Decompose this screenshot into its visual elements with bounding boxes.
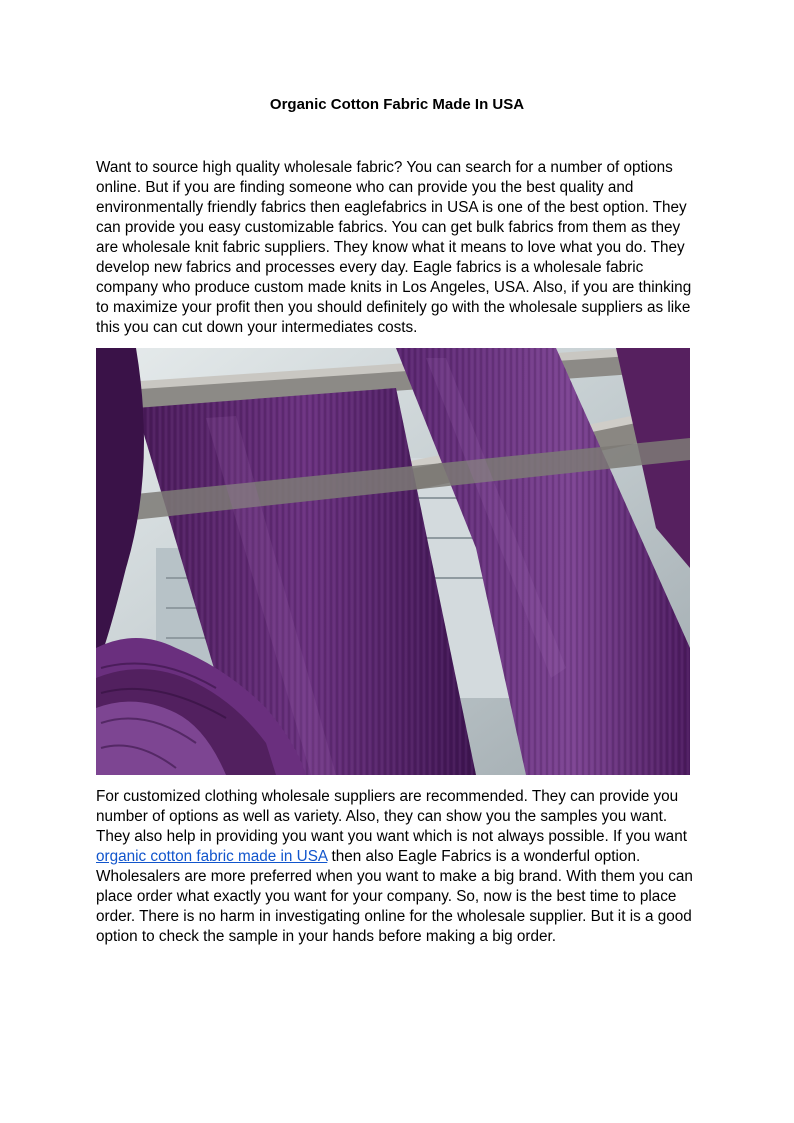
fabric-photo	[96, 348, 690, 775]
details-paragraph	[96, 787, 696, 947]
details-text-start: For customized clothing wholesale suppliers are recommended. They can provide you number of options as well as variety. Also, they can show you the samples you want. They also help in providing you want you want which is not always possible. If you want	[96, 788, 687, 845]
organic-cotton-link[interactable]: organic cotton fabric made in USA	[96, 848, 328, 865]
page-title: Organic Cotton Fabric Made In USA	[269, 96, 525, 113]
details-text-end: then also Eagle Fabrics is a wonderful option. Wholesalers are more preferred when you want to make a big brand. With them you can place order what exactly you want for your company. So, now is the best time to place order. There is no harm in investigating online for the wholesale supplier. But it is a good option to check the sample in your hands before making a big order.	[96, 848, 693, 945]
intro-paragraph: Want to source high quality wholesale fabric? You can search for a number of options online. But if you are finding someone who can provide you the best quality and environmentally friendly fabrics then eaglefabrics in USA is one of the best option. They can provide you easy customizable fabrics. You can get bulk fabrics from them as they are wholesale knit fabric suppliers. They know what it means to love what you do. They develop new fabrics and processes every day. Eagle fabrics is a wholesale fabric company who produce custom made knits in Los Angeles, USA. Also, if you are thinking to maximize your profit then you should definitely go with the wholesale suppliers as like this you can cut down your intermediates costs.	[96, 159, 692, 336]
